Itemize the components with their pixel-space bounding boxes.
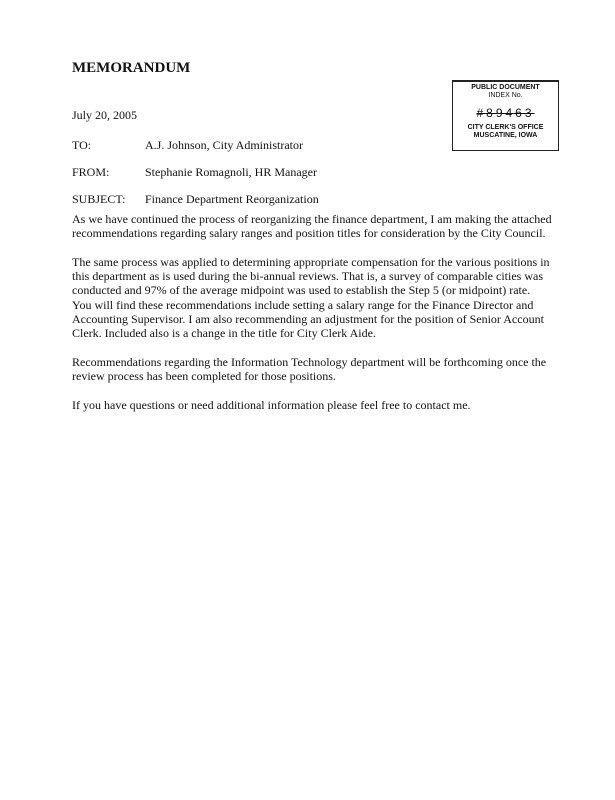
subject-label: SUBJECT: [72,192,126,206]
subject-line [72,192,319,207]
paragraph: Recommendations regarding the Information Technology department will be forthcoming once the review process has been completed for those positions. [72,354,547,384]
memo-date: July 20, 2005 [72,108,138,122]
from-value: Stephanie Romagnoli, HR Manager [145,165,317,179]
public-document-stamp [452,80,559,151]
stamp-line3: CITY CLERK'S OFFICE [467,124,544,131]
from-line [72,165,317,180]
stamp-line4: MUSCATINE, IOWA [473,132,538,139]
paragraph: As we have continued the process of reorganizing the finance department, I am making the attached recommendations regarding salary ranges and position titles for consideration by the City Council. [72,212,552,241]
subject-value: Finance Department Reorganization [145,192,319,206]
to-value: A.J. Johnson, City Administrator [145,138,304,152]
from-label: FROM: [72,165,110,179]
memo-body [72,212,552,426]
stamp-number: #89463 [476,106,535,120]
stamp-line1: PUBLIC DOCUMENT [471,84,540,91]
memo-title: MEMORANDUM [72,60,191,76]
to-label: TO: [72,138,92,152]
paragraph: If you have questions or need additional information please feel free to contact me. [72,397,471,412]
to-line [72,138,303,153]
paragraph: The same process was applied to determining appropriate compensation for the various positions in this department as is used during the bi-annual reviews. That is, a survey of comparable cities was conducted and 97% of the average midpoint was used to establish the Step 5 (or midpoint) rate. You will find these recommendations include setting a salary range for the Finance Director and Accounting Supervisor. I am also recommending an adjustment for the position of Senior Account Clerk. Included also is a change in the title for City Clerk Aide. [72,254,550,341]
stamp-line2: INDEX No. [488,92,523,99]
